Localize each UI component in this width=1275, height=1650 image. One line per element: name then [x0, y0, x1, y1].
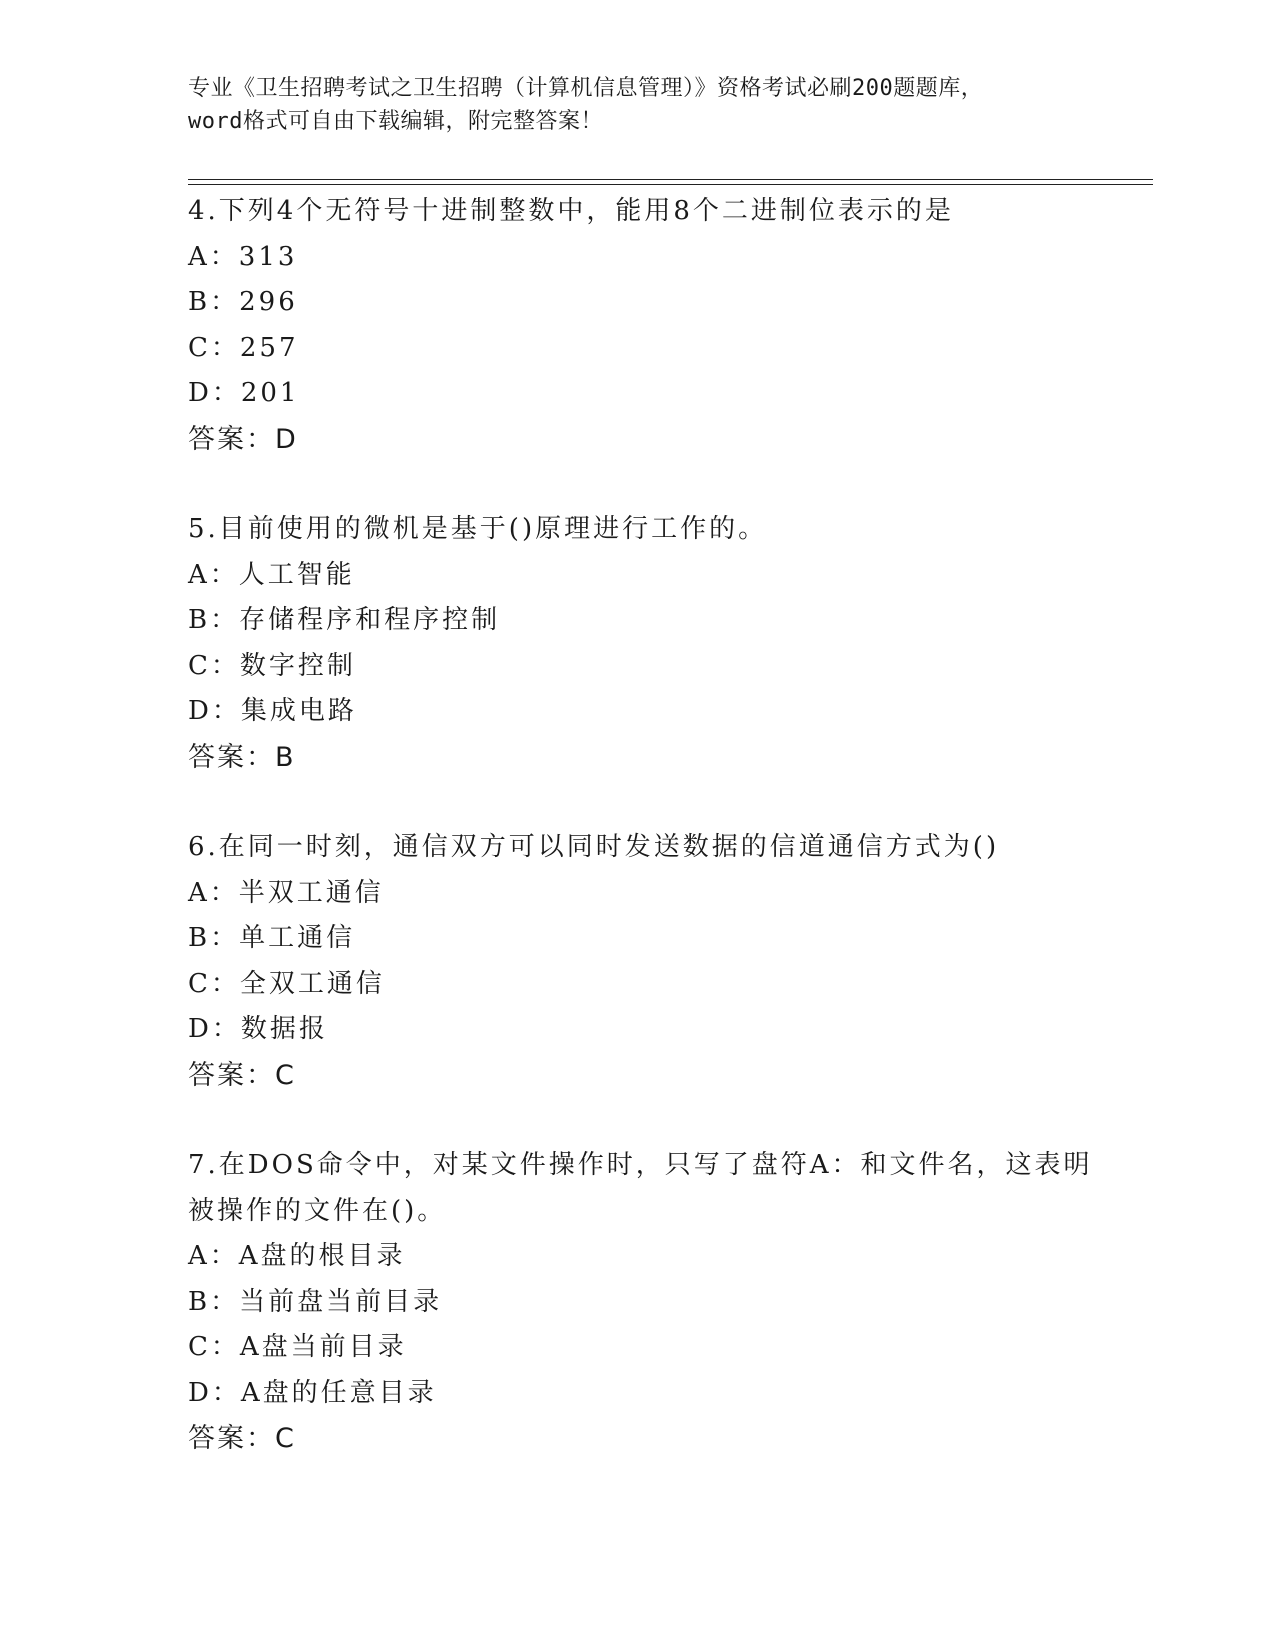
option-d: D：A盘的任意目录	[188, 1377, 437, 1408]
option-b: B：当前盘当前目录	[188, 1286, 443, 1317]
answer-line: 答案：C	[188, 1423, 296, 1454]
option-c: C：257	[188, 332, 299, 363]
question-block-4	[188, 189, 1118, 462]
option-b: B：单工通信	[188, 923, 356, 953]
header-divider-top	[188, 179, 1153, 180]
header-divider-bottom	[188, 184, 1153, 185]
question-block-5	[188, 507, 1118, 780]
option-a: A：A盘的根目录	[188, 1241, 406, 1271]
question-stem: 4.下列4个无符号十进制整数中，能用8个二进制位表示的是	[188, 196, 954, 226]
option-a: A：人工智能	[188, 559, 355, 590]
document-header	[188, 72, 1088, 138]
option-d: D：集成电路	[188, 696, 357, 726]
answer-line: 答案：B	[188, 741, 296, 773]
question-stem-line-2: 被操作的文件在()。	[188, 1195, 447, 1226]
answer-line: 答案：D	[188, 423, 298, 455]
option-c: C：A盘当前目录	[188, 1332, 407, 1362]
option-c: C：数字控制	[188, 650, 356, 681]
header-title-line-1: 专业《卫生招聘考试之卫生招聘（计算机信息管理）》资格考试必刷200题题库，	[188, 76, 984, 101]
question-block-6	[188, 825, 1118, 1098]
answer-line: 答案：C	[188, 1059, 296, 1091]
option-a: A：半双工通信	[188, 877, 384, 908]
header-title-line-2: word格式可自由下载编辑，附完整答案！	[188, 109, 603, 134]
option-b: B：296	[188, 287, 298, 317]
option-a: A：313	[188, 241, 298, 272]
question-block-7	[188, 1143, 1118, 1462]
option-c: C：全双工通信	[188, 968, 385, 999]
question-stem: 6.在同一时刻，通信双方可以同时发送数据的信道通信方式为()	[188, 832, 1000, 862]
option-d: D：数据报	[188, 1014, 328, 1044]
question-stem: 5.目前使用的微机是基于()原理进行工作的。	[188, 514, 768, 544]
option-d: D：201	[188, 378, 300, 408]
option-b: B：存储程序和程序控制	[188, 605, 501, 635]
question-stem-line-1: 7.在DOS命令中，对某文件操作时，只写了盘符A：和文件名，这表明	[188, 1150, 1093, 1180]
